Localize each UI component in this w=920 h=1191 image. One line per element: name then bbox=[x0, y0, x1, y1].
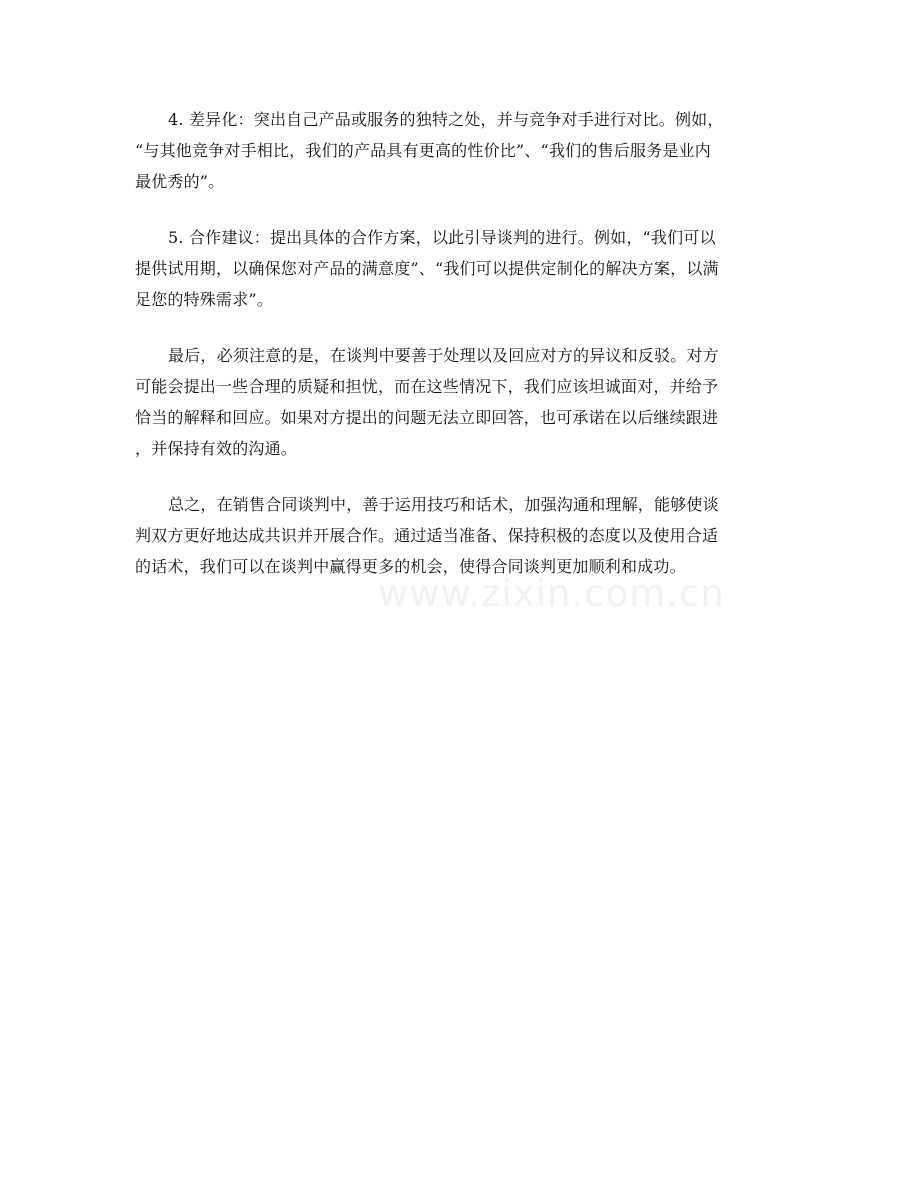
text-line: 判双方更好地达成共识并开展合作。通过适当准备、保持积极的态度以及使用合适 bbox=[135, 526, 719, 545]
paragraph-differentiation bbox=[135, 104, 791, 197]
text-line: ，并保持有效的沟通。 bbox=[135, 439, 298, 458]
paragraph-conclusion bbox=[135, 489, 791, 582]
text-line: 5. 合作建议：提出具体的合作方案，以此引导谈判的进行。例如，“我们可以 bbox=[168, 228, 716, 247]
text-line: 最优秀的”。 bbox=[135, 172, 225, 191]
text-line: 的话术，我们可以在谈判中赢得更多的机会，使得合同谈判更加顺利和成功。 bbox=[135, 557, 686, 576]
text-line: 总之，在销售合同谈判中，善于运用技巧和话术，加强沟通和理解，能够使谈 bbox=[168, 495, 719, 514]
document-body bbox=[135, 104, 791, 607]
text-line: 4. 差异化：突出自己产品或服务的独特之处，并与竞争对手进行对比。例如， bbox=[168, 110, 724, 129]
paragraph-cooperation-proposal bbox=[135, 222, 791, 315]
text-line: 提供试用期，以确保您对产品的满意度”、“我们可以提供定制化的解决方案，以满 bbox=[135, 259, 719, 278]
text-line: 恰当的解释和回应。如果对方提出的问题无法立即回答，也可承诺在以后继续跟进 bbox=[135, 408, 719, 427]
paragraph-handling-objections bbox=[135, 340, 791, 464]
text-line: 可能会提出一些合理的质疑和担忧，而在这些情况下，我们应该坦诚面对，并给予 bbox=[135, 377, 719, 396]
text-line: 最后，必须注意的是，在谈判中要善于处理以及回应对方的异议和反驳。对方 bbox=[168, 346, 719, 365]
text-line: “与其他竞争对手相比，我们的产品具有更高的性价比”、“我们的售后服务是业内 bbox=[135, 141, 711, 160]
text-line: 足您的特殊需求”。 bbox=[135, 290, 273, 309]
watermark: www.zixin.com.cn bbox=[378, 572, 725, 615]
